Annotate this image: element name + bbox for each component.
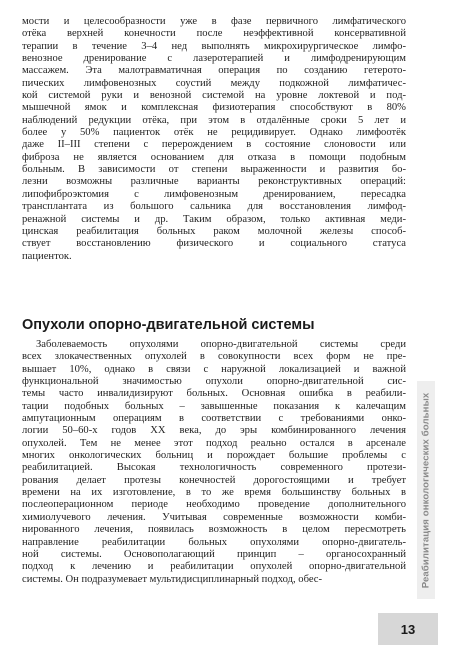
text-line: послеоперационном периоде необходимо проведение дополнительного	[22, 499, 406, 511]
text-line: опухолей. Тем не менее этот подход реально остался в арсенале	[22, 437, 406, 449]
running-side-label	[417, 381, 435, 599]
text-line: нированного лечения, появилась возможность в целом пересмотреть	[22, 524, 406, 536]
text-line: цинская реабилитация больных раком молочной железы способ-	[22, 225, 406, 237]
text-line: фиброза не является основанием для отказа в помощи подобным	[22, 151, 406, 163]
text-line: даже II–III степени с перерождением в состояние слоновости или	[22, 139, 406, 151]
page-number: 13	[400, 621, 416, 637]
text-line: тации подобных больных – завышенные показания к калечащим	[22, 400, 406, 412]
text-line: липофиброэктомия с лимфовенозным дренированием, пересадка	[22, 188, 406, 200]
text-line: более у 50% пациенток отёк не рецидивирует. Однако лимфоотёк	[22, 127, 406, 139]
paragraph-lymphedema	[22, 16, 406, 263]
text-line: подход к лечению и реабилитации опухолей опорно-двигательной	[22, 561, 406, 573]
text-line: мости и целесообразности уже в фазе первичного лимфатического	[22, 16, 406, 27]
page-number-box	[378, 613, 438, 645]
text-line: химиолучевого лечения. Учитывая современные возможности комби-	[22, 511, 406, 523]
text-line: времени на их изготовление, в то же время большинству больных в	[22, 487, 406, 499]
text-line: системы. Он подразумевает мультидисциплинарный подход, обес-	[22, 573, 323, 585]
text-line: всех злокачественных опухолей в совокупности всех форм не пре-	[22, 351, 406, 363]
text-line: ренажной системы и др. Таким образом, только активная меди-	[22, 213, 406, 225]
text-line: мышечной ямок и комплексная физиотерапия способствуют в 80%	[22, 102, 406, 114]
text-line: Заболеваемость опухолями опорно-двигательной системы среди	[36, 339, 406, 350]
text-line: направление реабилитации больных опухолями опорно-двигатель-	[22, 536, 406, 548]
text-line: трансплантата из большого сальника для восстановления лимфод-	[22, 201, 406, 213]
side-label-text: Реабилитация онкологических больных	[420, 392, 432, 588]
text-line: кой системой руки и венозной системой на уровне локтевой и под-	[22, 90, 406, 102]
text-line: больным. В зависимости от степени выраженности и развития бо-	[22, 164, 406, 176]
text-line: ствует восстановлению физического и социального статуса	[22, 238, 406, 250]
text-line: ампутационным операциям в соответствии с требованиями онко-	[22, 413, 406, 425]
body-text-bottom	[22, 339, 406, 586]
body-text-top	[22, 16, 406, 263]
section-heading: Опухоли опорно-двигательной системы	[22, 317, 315, 333]
text-line: темы часто инвалидизируют больных. Основная ошибка в реабили-	[22, 388, 406, 400]
text-line: пациенток.	[22, 250, 72, 262]
text-line: функциональной значимостью опухоли опорно-двигательной сис-	[22, 376, 406, 388]
text-line: рования делает протезы конечностей дорогостоящими и требует	[22, 474, 406, 486]
text-line: пических лимфовенозных соустий между подкожной лимфатичес-	[22, 77, 406, 89]
text-line: терапии в течение 3–4 нед выполнять микрохирургическое лимфо-	[22, 40, 406, 52]
text-line: отёка верхней конечности после неэффективной консервативной	[22, 28, 406, 40]
text-line: многих онкологических больниц и порождает большие проблемы с	[22, 450, 406, 462]
text-line: логии 50–60-х годов XX века, до эры комбинированного лечения	[22, 425, 406, 437]
text-line: лезни возможны различные варианты реконструктивных операций:	[22, 176, 406, 188]
text-line: венозное дренирование с лазеротерапией и лимфодренирующим	[22, 53, 406, 65]
paragraph-musculoskeletal-tumors	[22, 339, 406, 586]
text-line: ной системы. Основополагающий принцип – органосохранный	[22, 548, 406, 560]
text-line: наблюдений редукции отёка, при этом в отдалённые сроки 5 лет и	[22, 114, 406, 126]
text-line: вышает 10%, однако в связи с наружной локализацией и важной	[22, 363, 406, 375]
text-line: массажем. Эта малотравматичная операция по созданию гетерото-	[22, 65, 406, 77]
text-line: реабилитацией. Высокая технологичность современного протези-	[22, 462, 406, 474]
